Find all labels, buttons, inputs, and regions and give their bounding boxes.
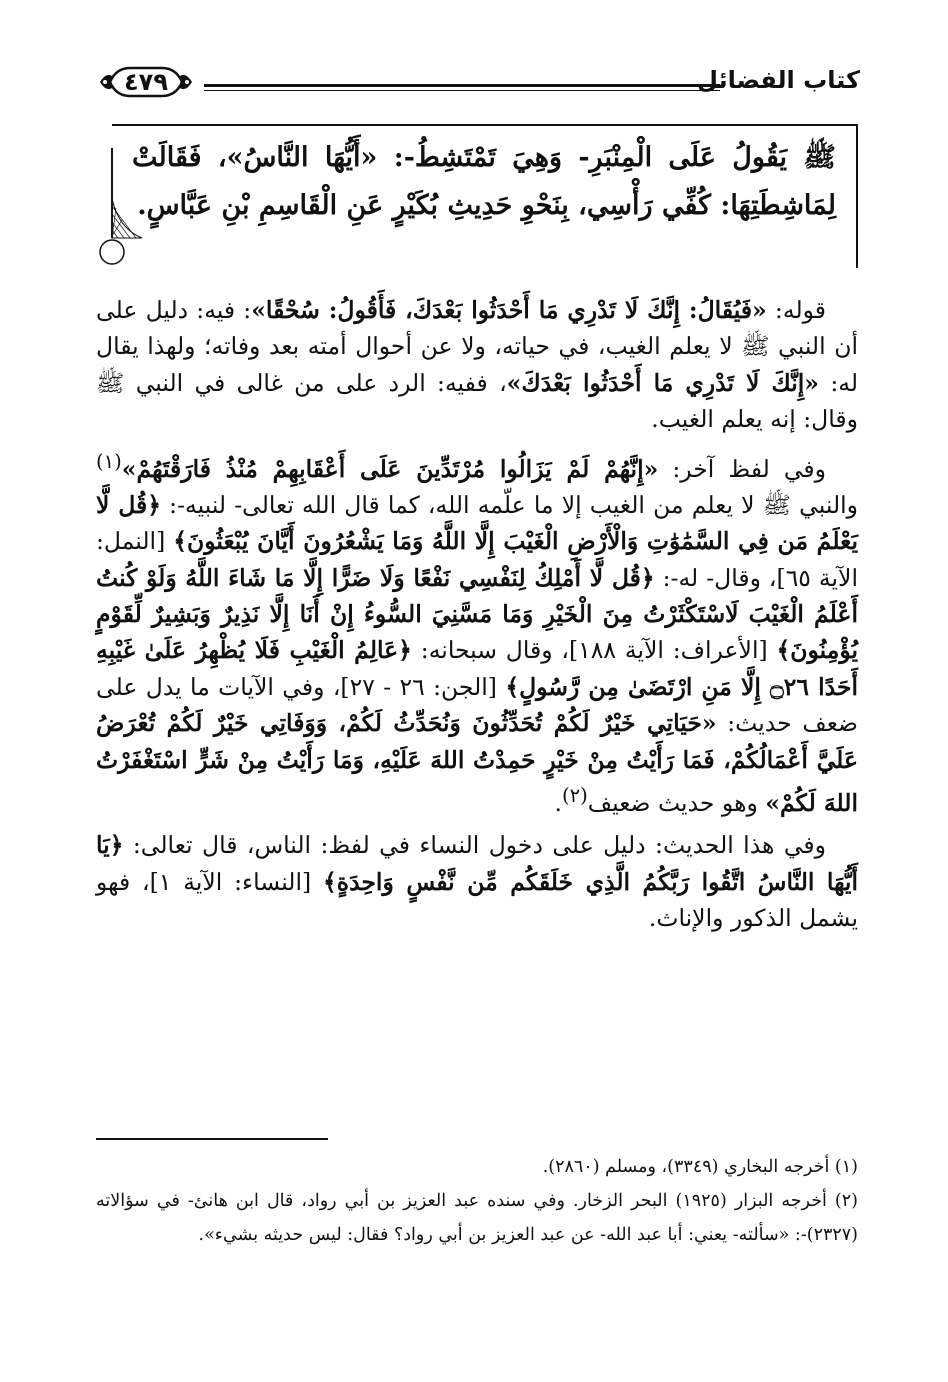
footnote-ref[interactable]: (٢): [562, 784, 588, 808]
hadith-quote: «إِنَّكَ لَا تَدْرِي مَا أَحْدَثُوا بَعْدَكَ»: [506, 368, 819, 397]
hadith-quote: «حَيَاتِي خَيْرٌ لَكُمْ تُحَدِّثُونَ وَنُحَدِّثُ لَكُمْ، وَوَفَاتِي خَيْرٌ لَكُمْ تُعْرَضُ عَلَيَّ أَعْمَالُكُمْ، فَمَا رَأَيْتُ مِنْ خَيْرٍ حَمِدْتُ اللهَ عَلَيْهِ، وَمَا رَأَيْتُ مِنْ شَرٍّ اسْتَغْفَرْتُ اللهَ لَكُمْ»: [96, 709, 858, 817]
footnote-2: (٢) أخرجه البزار (١٩٢٥) البحر الزخار. وفي سنده عبد العزيز بن أبي رواد، قال ابن هانئ- في سؤالاته (٢٣٢٧)-: «سألته- يعني: أبا عبد الله- عن عبد العزيز بن أبي رواد؟ فقال: ليس حديثه بشيء».: [96, 1191, 858, 1245]
hadith-quote: «فَيُقَالُ: إِنَّكَ لَا تَدْرِي مَا أَحْدَثُوا بَعْدَكَ، فَأَقُولُ: سُحْقًا»: [251, 296, 767, 324]
quran-verse: ﴿قُل لَّا أَمْلِكُ لِنَفْسِي نَفْعًا وَلَا ضَرًّا إِلَّا مَا شَاءَ اللَّهُ وَلَوْ كُنتُ أَعْلَمُ الْغَيْبَ لَاسْتَكْثَرْتُ مِنَ الْخَيْرِ وَمَا مَسَّنِيَ السُّوءُ إِنْ أَنَا إِلَّا نَذِيرٌ وَبَشِيرٌ لِّقَوْمٍ يُؤْمِنُونَ﴾: [96, 563, 858, 665]
commentary-body: [96, 292, 858, 943]
page-number-frame: [96, 62, 196, 102]
footnote-separator: [96, 1138, 328, 1140]
page-header: [96, 62, 860, 112]
paragraph-2: وفي لفظ آخر: «إِنَّهُمْ لَمْ يَزَالُوا مُرْتَدِّينَ عَلَى أَعْقَابِهِمْ مُنْذُ فَارَقْتَهُمْ»$^{(١)}$ والنبي ﷺ لا يعلم من الغيب إلا ما علّمه الله، كما قال الله تعالى- لنبيه-: ﴿قُل لَّا يَعْلَمُ مَن فِي السَّمَٰوَٰتِ وَالْأَرْضِ الْغَيْبَ إِلَّا اللَّهُ وَمَا يَشْعُرُونَ أَيَّانَ يُبْعَثُونَ﴾ [النمل: الآية ٦٥]، وقال- له-: ﴿قُل لَّا أَمْلِكُ لِنَفْسِي نَفْعًا وَلَا ضَرًّا إِلَّا مَا شَاءَ اللَّهُ وَلَوْ كُنتُ أَعْلَمُ الْغَيْبَ لَاسْتَكْثَرْتُ مِنَ الْخَيْرِ وَمَا مَسَّنِيَ السُّوءُ إِنْ أَنَا إِلَّا نَذِيرٌ وَبَشِيرٌ لِّقَوْمٍ يُؤْمِنُونَ﴾ [الأعراف: الآية ١٨٨]، وقال سبحانه: ﴿عَالِمُ الْغَيْبِ فَلَا يُظْهِرُ عَلَىٰ غَيْبِهِ أَحَدًا ۝٢٦ إِلَّا مَنِ ارْتَضَىٰ مِن رَّسُولٍ﴾ [الجن: ٢٦ - ٢٧]، وفي الآيات ما يدل على ضعف حديث: «حَيَاتِي خَيْرٌ لَكُمْ تُحَدِّثُونَ وَنُحَدِّثُ لَكُمْ، وَوَفَاتِي خَيْرٌ لَكُمْ تُعْرَضُ عَلَيَّ أَعْمَالُكُمْ، فَمَا رَأَيْتُ مِنْ خَيْرٍ حَمِدْتُ اللهَ عَلَيْهِ، وَمَا رَأَيْتُ مِنْ شَرٍّ اسْتَغْفَرْتُ اللهَ لَكُمْ» وهو حديث ضعيف$^{(٢)}$.: [96, 449, 858, 817]
footnote-1: (١) أخرجه البخاري (٣٣٤٩)، ومسلم (٢٨٦٠).: [542, 1157, 858, 1177]
quran-verse: ﴿عَالِمُ الْغَيْبِ فَلَا يُظْهِرُ عَلَىٰ غَيْبِهِ أَحَدًا ۝٢٦ إِلَّا مَنِ ارْتَضَىٰ مِن رَّسُولٍ﴾: [96, 636, 858, 701]
paragraph-1: قوله: «فَيُقَالُ: إِنَّكَ لَا تَدْرِي مَا أَحْدَثُوا بَعْدَكَ، فَأَقُولُ: سُحْقًا»: فيه: دليل على أن النبي ﷺ لا يعلم الغيب، في حياته، ولا عن أحوال أمته بعد وفاته؛ ولهذا يقال له: «إِنَّكَ لَا تَدْرِي مَا أَحْدَثُوا بَعْدَكَ»، ففيه: الرد على من غالى في النبي ﷺ وقال: إنه يعلم الغيب.: [96, 296, 858, 434]
paragraph-3: وفي هذا الحديث: دليل على دخول النساء في لفظ: الناس، قال تعالى: ﴿يَا أَيُّهَا النَّاسُ اتَّقُوا رَبَّكُمُ الَّذِي خَلَقَكُم مِّن نَّفْسٍ وَاحِدَةٍ﴾ [النساء: الآية ١]، فهو يشمل الذكور والإناث.: [96, 831, 858, 933]
page-number: ٤٧٩: [124, 68, 168, 96]
hadith-quote-box: [112, 124, 858, 268]
quran-verse: ﴿قُل لَّا يَعْلَمُ مَن فِي السَّمَٰوَٰتِ وَالْأَرْضِ الْغَيْبَ إِلَّا اللَّهُ وَمَا يَشْعُرُونَ أَيَّانَ يُبْعَثُونَ﴾: [96, 490, 858, 556]
chapter-title: كتاب الفضائل: [697, 66, 860, 94]
footnote-ref[interactable]: (١): [96, 449, 122, 473]
hadith-quote: «إِنَّهُمْ لَمْ يَزَالُوا مُرْتَدِّينَ عَلَى أَعْقَابِهِمْ مُنْذُ فَارَقْتَهُمْ»: [121, 454, 659, 483]
footnotes: [96, 1150, 858, 1252]
corner-ornament-icon: [96, 148, 146, 266]
hadith-quote-text: ﷺ يَقُولُ عَلَى الْمِنْبَرِ- وَهِيَ تَمْتَشِطُ-: «أَيُّهَا النَّاسُ»، فَقَالَتْ لِمَاشِطَتِهَا: كُفِّي رَأْسِي، بِنَحْوِ حَدِيثِ بُكَيْرٍ عَنِ الْقَاسِمِ بْنِ عَبَّاسٍ.: [132, 142, 836, 221]
quran-verse: ﴿يَا أَيُّهَا النَّاسُ اتَّقُوا رَبَّكُمُ الَّذِي خَلَقَكُم مِّن نَّفْسٍ وَاحِدَةٍ﴾: [96, 831, 858, 896]
header-rule: [204, 84, 720, 91]
